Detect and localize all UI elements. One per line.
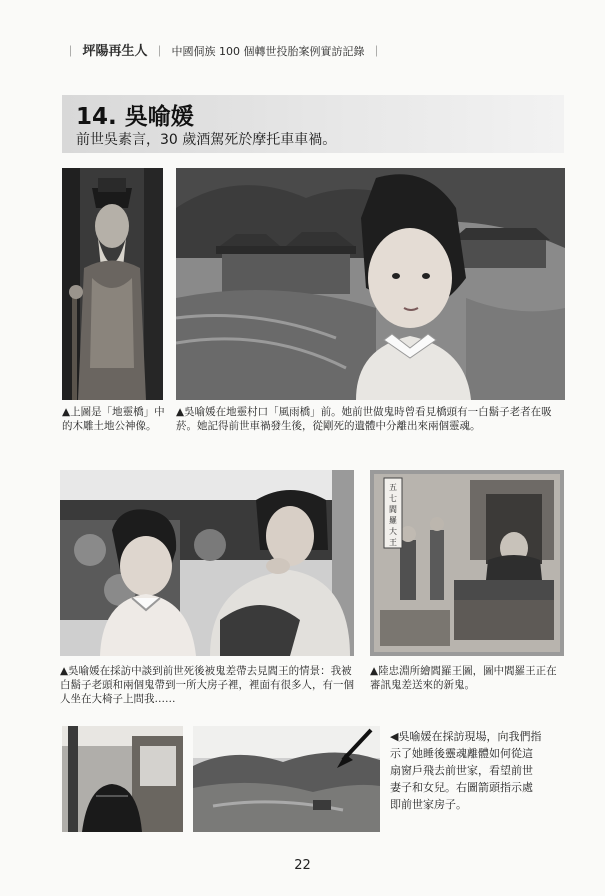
page-number: 22 bbox=[294, 858, 311, 873]
case-subtitle: 前世吳素言，30 歲酒駕死於摩托車車禍。 bbox=[76, 132, 337, 148]
girl-village-caption: ▲吳喻媛在地靈村口「風雨橋」前。她前世做鬼時曾看見橋頭有一白鬍子老者在吸菸。她記得前世車禍發生後，從剛死的遺體中分離出來兩個靈魂。 bbox=[176, 406, 552, 432]
case-title: 14. 吳喻媛 bbox=[76, 104, 194, 130]
running-header bbox=[62, 40, 385, 59]
window-photo bbox=[62, 726, 183, 832]
site-caption: ◀吳喻媛在採訪現場，向我們指示了她睡後靈魂離體如何從這扇窗戶飛去前世家，看望前世妻子和女兒。右圖箭頭指示處即前世家房子。 bbox=[390, 730, 542, 811]
svg-text:七: 七 bbox=[389, 494, 397, 503]
landscape-photo bbox=[193, 726, 380, 832]
statue-photo bbox=[62, 168, 163, 400]
header-separator-left: ｜ bbox=[65, 45, 76, 58]
interview-photo bbox=[60, 470, 354, 656]
book-title: 坪陽再生人 bbox=[82, 44, 148, 59]
yama-painting-photo bbox=[370, 470, 564, 656]
header-separator: ｜ bbox=[154, 45, 166, 58]
svg-text:五: 五 bbox=[389, 483, 397, 492]
statue-caption: ▲上圖是「地靈橋」中的木雕土地公神像。 bbox=[62, 406, 165, 432]
painting-caption: ▲陸忠淵所繪閻羅王圖，圖中閻羅王正在審訊鬼差送來的新鬼。 bbox=[370, 665, 557, 691]
svg-text:羅: 羅 bbox=[389, 516, 397, 525]
girl-village-photo bbox=[176, 168, 565, 400]
svg-text:閻: 閻 bbox=[389, 505, 397, 514]
series-title: 中國侗族 100 個轉世投胎案例實訪記錄 bbox=[171, 45, 365, 58]
interview-caption: ▲吳喻媛在採訪中談到前世死後被鬼差帶去見閻王的情景：我被白鬍子老頭和兩個鬼帶到一所大房子裡，裡面有很多人，有一個人坐在大椅子上問我…… bbox=[60, 665, 354, 705]
header-separator-right: ｜ bbox=[371, 45, 383, 58]
svg-text:大: 大 bbox=[389, 527, 397, 536]
svg-text:王: 王 bbox=[389, 538, 397, 547]
